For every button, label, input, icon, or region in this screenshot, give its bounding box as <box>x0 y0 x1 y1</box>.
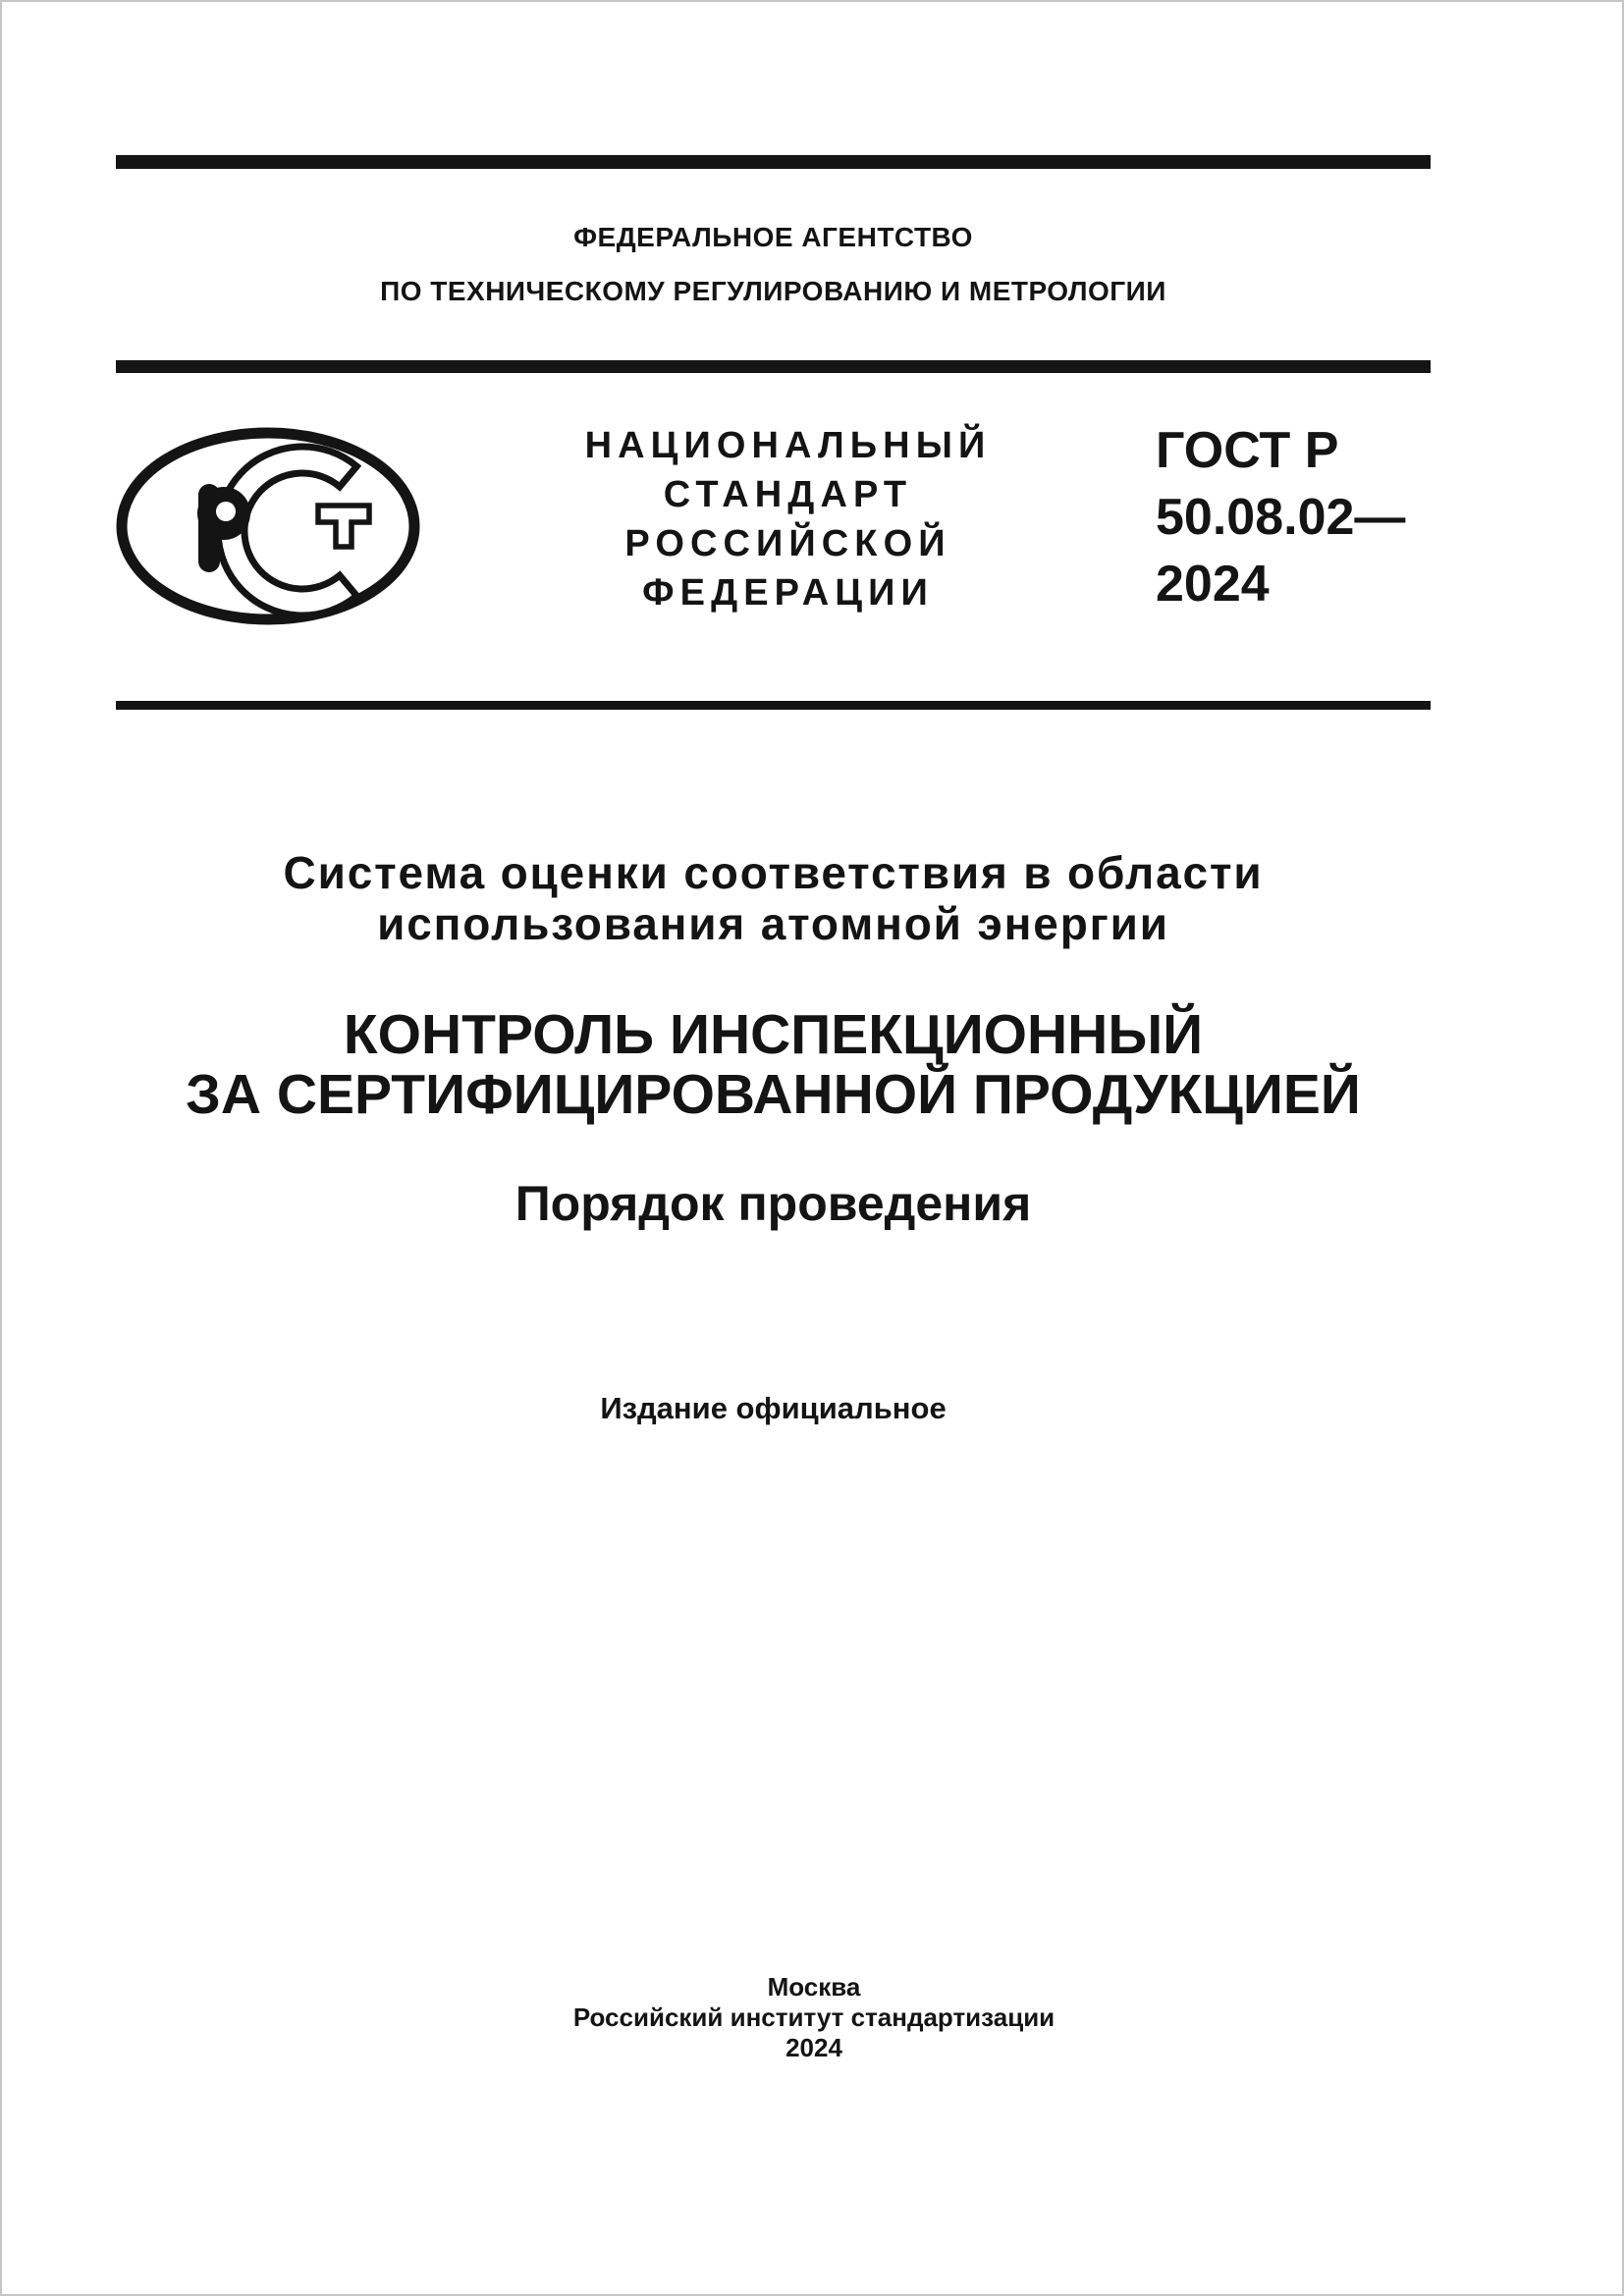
designation-rule <box>116 701 1431 710</box>
main-title-line-1: КОНТРОЛЬ ИНСПЕКЦИОННЫЙ <box>343 1003 1204 1066</box>
official-edition-note: Издание официальное <box>600 1391 947 1425</box>
standard-header-row <box>116 422 1431 625</box>
agency-line-1: ФЕДЕРАЛЬНОЕ АГЕНТСТВО <box>573 222 973 252</box>
standard-type-line: СТАНДАРТ <box>663 474 913 515</box>
designation-line: ГОСТ Р <box>1156 422 1339 479</box>
designation-line: 50.08.02— <box>1156 489 1406 546</box>
standard-main-title <box>116 1005 1431 1125</box>
standard-subtitle: Порядок проведения <box>514 1176 1032 1231</box>
system-title-line-1: Система оценки соответствия в области <box>283 847 1264 898</box>
top-rule <box>116 155 1431 169</box>
national-standard-label <box>420 421 1156 617</box>
logo-letter-r-hole <box>216 502 236 521</box>
standard-system-title <box>116 847 1431 949</box>
standard-designation <box>1156 417 1431 617</box>
standard-type-line: РОССИЙСКОЙ <box>624 523 951 564</box>
agency-header <box>116 221 1431 308</box>
system-title-line-2: использования атомной энергии <box>377 898 1169 949</box>
imprint-city: Москва <box>767 1972 861 2002</box>
standard-type-line: ФЕДЕРАЦИИ <box>642 572 934 614</box>
agency-line-2: ПО ТЕХНИЧЕСКОМУ РЕГУЛИРОВАНИЮ И МЕТРОЛОГИИ <box>380 276 1166 306</box>
logo-letter-t <box>318 506 369 547</box>
designation-line: 2024 <box>1156 556 1270 613</box>
header-rule <box>116 360 1431 373</box>
imprint-year: 2024 <box>785 2033 842 2062</box>
main-title-line-2: ЗА СЕРТИФИЦИРОВАННОЙ ПРОДУКЦИЕЙ <box>186 1063 1361 1126</box>
rst-logo <box>116 427 420 625</box>
imprint-block <box>2 1972 1624 2063</box>
standard-type-line: НАЦИОНАЛЬНЫЙ <box>584 425 992 466</box>
imprint-publisher: Российский институт стандартизации <box>572 2002 1056 2032</box>
rst-conformity-mark-icon <box>116 427 420 625</box>
